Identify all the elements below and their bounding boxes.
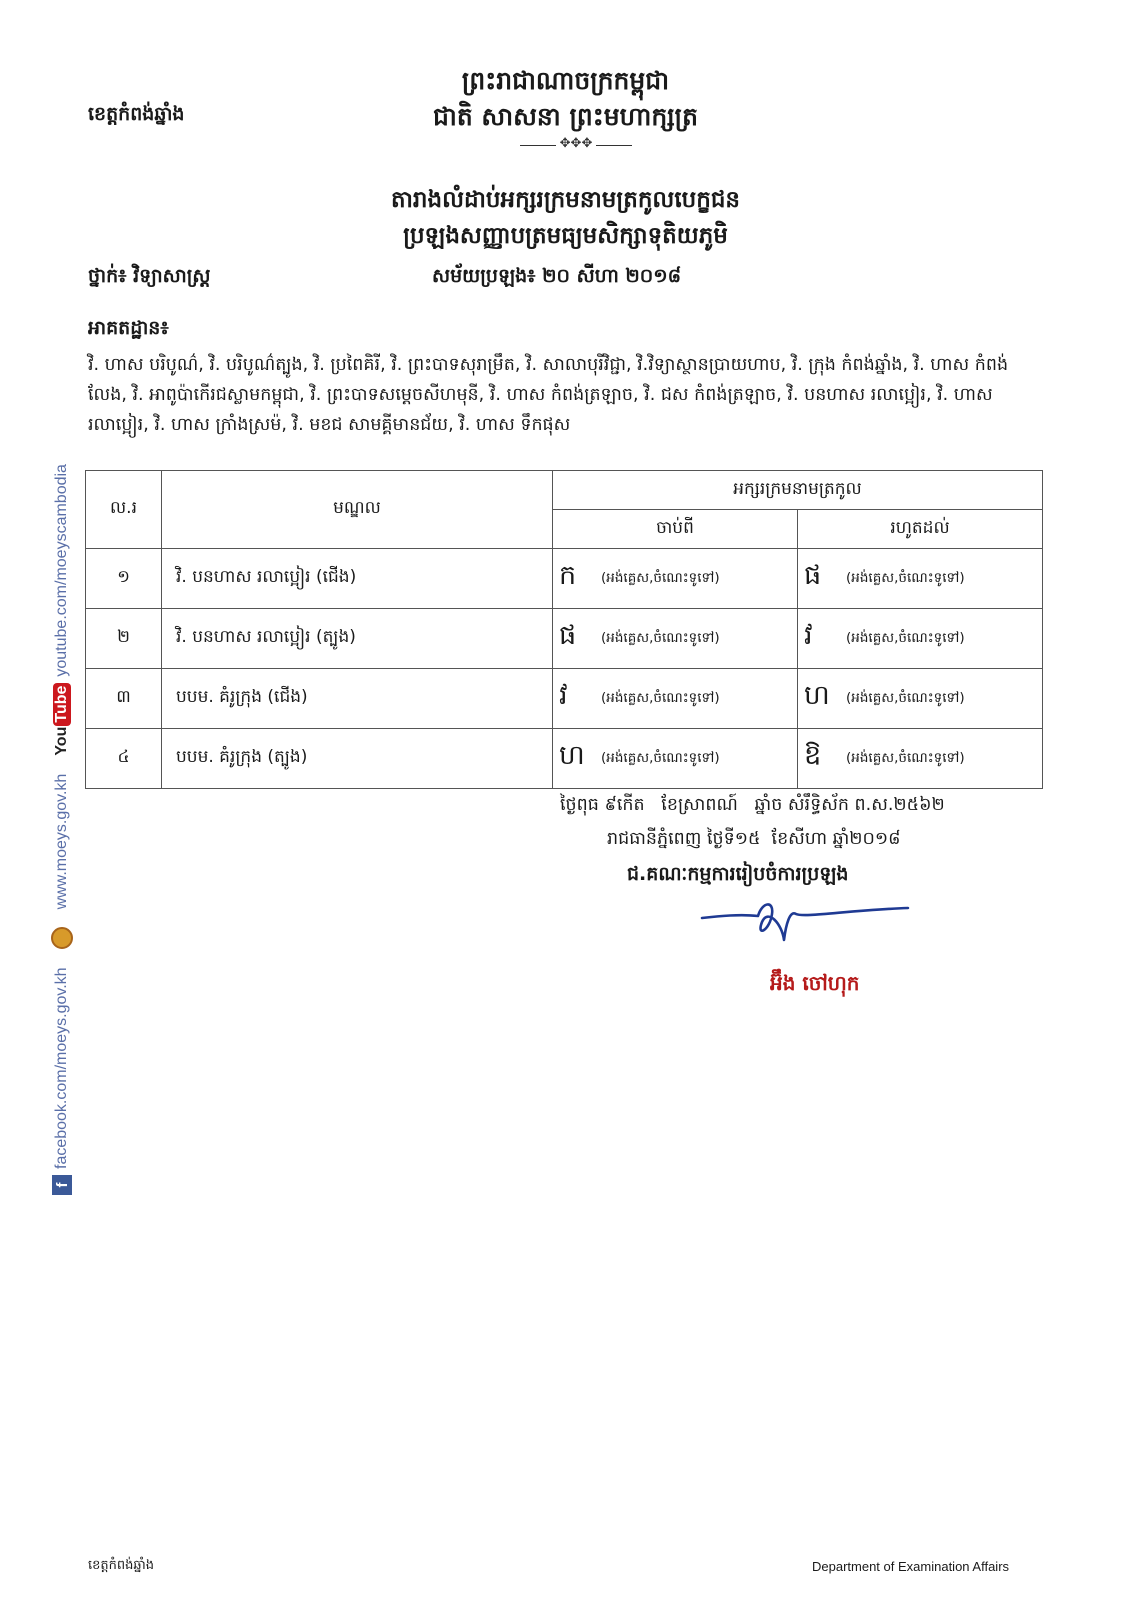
center-name: បបម. គំរូក្រុង (ត្បូង): [162, 729, 553, 789]
allocation-table: [85, 470, 1043, 789]
gregorian-date: រាជធានីភ្នំពេញ ថ្ងៃទី១៥ ខែសីហា ឆ្នាំ២០១៨: [607, 829, 901, 849]
social-sidebar: [48, 435, 76, 1195]
to-letter: វ: [804, 620, 813, 651]
national-motto: ជាតិ សាសនា ព្រះមហាក្សត្រ: [433, 102, 698, 131]
from-letter: ហ: [559, 740, 585, 771]
from-letter: ក: [559, 560, 577, 591]
from-note: (អង់គ្លេស,ចំណេះទូទៅ): [601, 749, 720, 766]
website-link[interactable]: www.moeys.gov.kh: [53, 773, 70, 910]
province-label: ខេត្តកំពង់ឆ្នាំង: [88, 103, 185, 125]
from-note: (អង់គ្លេស,ចំណេះទូទៅ): [601, 629, 720, 646]
schools-list: វិ. ហាស បរិបូណ៌, វិ. បរិបូណ៌ត្បូង, វិ. ប្រពៃគិរី, វិ. ព្រះបាទសុរាម្រឹត, វិ. សាលាបុរីវិជ្ជា, វិ.វិទ្យាស្ថានប្រាយហាប, វិ. ក្រុង កំពង់ឆ្នាំង, វិ. ហាស កំពង់លែង, វិ. អាពូប៉ាកើរជស្លាមកម្ពុជា, វិ. ព្រះបាទសម្តេចសីហមុនី, វិ. ហាស កំពង់ត្រឡាច, វិ. ជស កំពង់ត្រឡាច, វិ. បនហាស រលាប្អៀរ, វិ. ហាស រលាប្អៀរ, វិ. ហាស ក្រាំងស្រម៉, វិ. មខជ សាមគ្គីមានជ័យ, វិ. ហាស ទឹកផុស: [88, 355, 1009, 435]
kingdom-heading: ព្រះរាជាណាចក្រកម្ពុជា: [461, 66, 670, 95]
table-row: [86, 549, 1043, 609]
youtube-icon: Tube: [53, 683, 71, 726]
signature-mark: [700, 900, 930, 970]
committee-title: ជ.គណៈកម្មការរៀបចំការប្រឡង: [627, 863, 849, 885]
from-letter: ផ: [559, 620, 577, 651]
table-row: [86, 669, 1043, 729]
from-note: (អង់គ្លេស,ចំណេះទូទៅ): [601, 569, 720, 586]
center-name: វិ. បនហាស រលាប្អៀរ (ត្បូង): [162, 609, 553, 669]
document-title: តារាងលំដាប់អក្សរក្រមនាមត្រកូលបេក្ខជន: [390, 187, 741, 213]
col-header-center: មណ្ឌល: [162, 471, 553, 549]
to-note: (អង់គ្លេស,ចំណេះទូទៅ): [846, 749, 965, 766]
col-header-to: រហូតដល់: [798, 510, 1043, 549]
lunar-date: ថ្ងៃពុធ ៩កើត ខែស្រាពណ៍ ឆ្នាំច សំរឹទ្ធិស័ក ព.ស.២៥៦២: [560, 795, 945, 815]
exam-date: សម័យប្រឡង៖ ២០ សីហា ២០១៨: [432, 265, 682, 287]
center-name: បបម. គំរូក្រុង (ជើង): [162, 669, 553, 729]
youtube-link[interactable]: youtube.com/moeyscambodia: [53, 464, 70, 677]
schools-heading: អាគតដ្ឋាន៖: [88, 317, 169, 339]
col-header-no: ល.រ: [86, 471, 162, 549]
row-number: ២: [86, 609, 162, 669]
row-number: ៤: [86, 729, 162, 789]
from-note: (អង់គ្លេស,ចំណេះទូទៅ): [601, 689, 720, 706]
row-number: ៣: [86, 669, 162, 729]
center-name: វិ. បនហាស រលាប្អៀរ (ជើង): [162, 549, 553, 609]
signer-name: អ៊ឹង ចៅហុក: [770, 971, 860, 995]
col-header-from: ចាប់ពី: [553, 510, 798, 549]
to-letter: ឱ: [804, 740, 822, 771]
ministry-seal-icon: [51, 927, 73, 949]
to-letter: ហ: [804, 680, 830, 711]
facebook-icon: f: [52, 1175, 72, 1195]
to-note: (អង់គ្លេស,ចំណេះទូទៅ): [846, 569, 965, 586]
document-subtitle: ប្រឡងសញ្ញាបត្រមធ្យមសិក្សាទុតិយភូមិ: [403, 223, 728, 249]
ornament-divider: ✥✥✥: [520, 140, 632, 152]
youtube-logo-you: You: [53, 726, 70, 756]
row-number: ១: [86, 549, 162, 609]
to-note: (អង់គ្លេស,ចំណេះទូទៅ): [846, 629, 965, 646]
table-row: [86, 729, 1043, 789]
footer-department: Department of Examination Affairs: [812, 1559, 1010, 1574]
to-note: (អង់គ្លេស,ចំណេះទូទៅ): [846, 689, 965, 706]
col-header-alphabet: អក្សរក្រមនាមត្រកូល: [553, 471, 1043, 510]
to-letter: ផ: [804, 560, 822, 591]
from-letter: វ: [559, 680, 568, 711]
footer-province: ខេត្តកំពង់ឆ្នាំង: [88, 1558, 155, 1573]
table-row: [86, 609, 1043, 669]
facebook-link[interactable]: facebook.com/moeys.gov.kh: [53, 967, 70, 1169]
subject-label: ថ្នាក់៖ វិទ្យាសាស្ត្រ: [88, 265, 211, 287]
